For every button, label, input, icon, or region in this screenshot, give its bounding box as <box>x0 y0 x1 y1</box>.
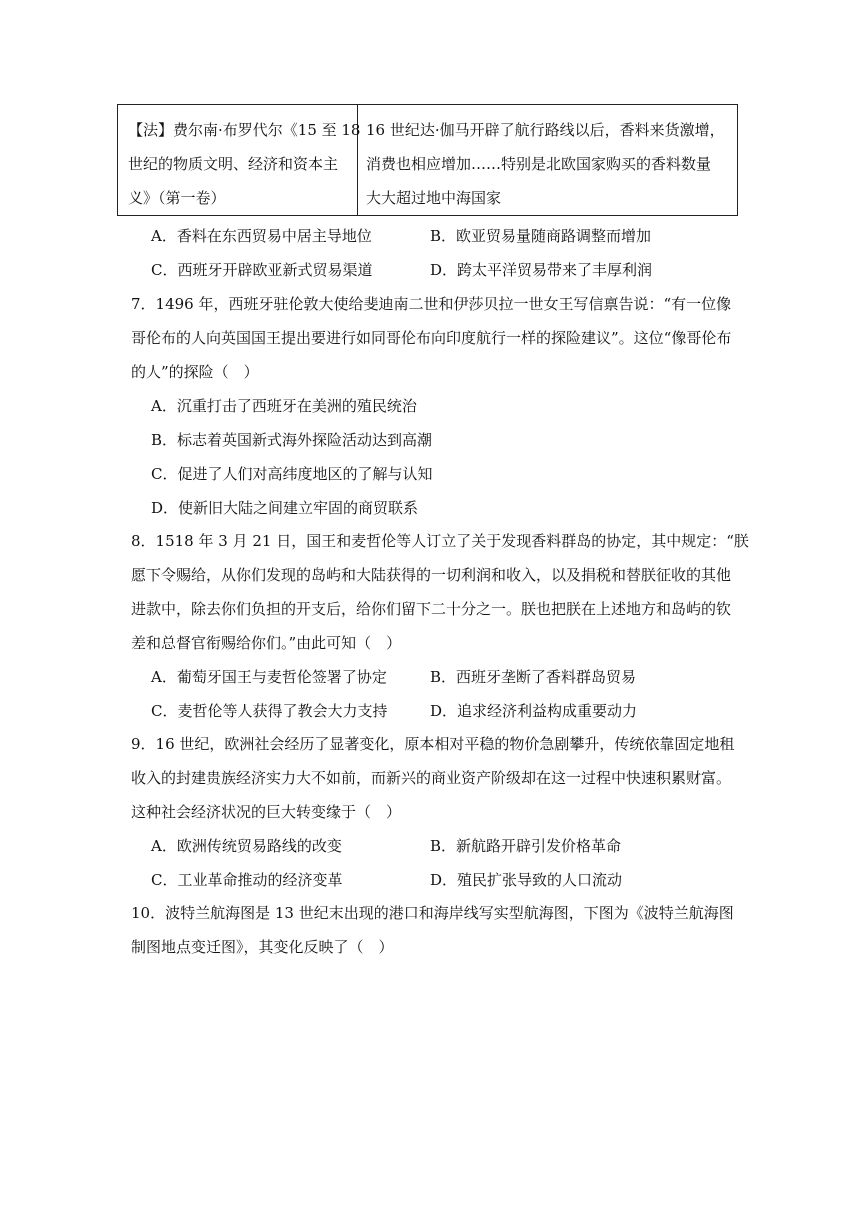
q9-stem <box>131 727 741 829</box>
q8-stem-line: 8．1518 年 3 月 21 日，国王和麦哲伦等人订立了关于发现香料群岛的协定，其中规定：“朕 <box>131 532 749 550</box>
q9-stem-line: 这种社会经济状况的巨大转变缘于（ ） <box>131 803 402 821</box>
q9-option-d: D．殖民扩张导致的人口流动 <box>430 871 623 889</box>
q8-option-b: B．西班牙垄断了香料群岛贸易 <box>430 668 637 686</box>
q10-stem <box>131 896 741 964</box>
q8-option-d: D．追求经济利益构成重要动力 <box>430 702 638 720</box>
q6-option-d: D．跨太平洋贸易带来了丰厚利润 <box>430 261 653 279</box>
source-citation-line: 【法】费尔南·布罗代尔《15 至 18 <box>128 121 361 139</box>
q9-option-a: A．欧洲传统贸易路线的改变 <box>151 837 342 855</box>
source-table <box>117 104 738 216</box>
q9-stem-line: 9．16 世纪，欧洲社会经历了显著变化，原本相对平稳的物价急剧攀升，传统依靠固定地租 <box>131 735 735 753</box>
source-quote-line: 消费也相应增加……特别是北欧国家购买的香料数量 <box>366 155 712 173</box>
source-citation-line: 世纪的物质文明、经济和资本主 <box>128 155 339 173</box>
source-quote-line: 大大超过地中海国家 <box>366 189 502 207</box>
q8-stem <box>131 524 749 660</box>
q6-option-a: A．香料在东西贸易中居主导地位 <box>151 227 372 245</box>
q6-option-c: C．西班牙开辟欧亚新式贸易渠道 <box>151 261 373 279</box>
q7-stem <box>131 287 741 389</box>
source-citation-line: 义》（第一卷） <box>128 189 226 207</box>
q8-option-a: A．葡萄牙国王与麦哲伦签署了协定 <box>151 668 387 686</box>
q8-stem-line: 进款中，除去你们负担的开支后，给你们留下二十分之一。朕也把朕在上述地方和岛屿的钦 <box>131 600 732 618</box>
q10-stem-line: 制图地点变迁图》，其变化反映了（ ） <box>131 938 394 956</box>
q8-option-c: C．麦哲伦等人获得了教会大力支持 <box>151 702 388 720</box>
q7-option-a: A．沉重打击了西班牙在美洲的殖民统治 <box>151 397 417 415</box>
q9-option-c: C．工业革命推动的经济变革 <box>151 871 343 889</box>
q9-option-b: B．新航路开辟引发价格革命 <box>430 837 622 855</box>
q8-stem-line: 差和总督官衔赐给你们。”由此可知（ ） <box>131 634 402 652</box>
q7-stem-line: 哥伦布的人向英国国王提出要进行如同哥伦布向印度航行一样的探险建议”。这位“像哥伦布 <box>131 329 732 347</box>
q7-option-b: B．标志着英国新式海外探险活动达到高潮 <box>151 431 433 449</box>
q9-stem-line: 收入的封建贵族经济实力大不如前，而新兴的商业资产阶级却在这一过程中快速积累财富。 <box>131 769 732 787</box>
q7-stem-line: 7．1496 年，西班牙驻伦敦大使给斐迪南二世和伊莎贝拉一世女王写信禀告说：“有一位像 <box>131 295 732 313</box>
source-citation-cell <box>118 105 361 216</box>
source-quote-cell <box>358 105 738 216</box>
q10-stem-line: 10．波特兰航海图是 13 世纪末出现的港口和海岸线写实型航海图，下图为《波特兰航海图 <box>131 904 734 922</box>
q7-option-c: C．促进了人们对高纬度地区的了解与认知 <box>151 465 433 483</box>
q7-option-d: D．使新旧大陆之间建立牢固的商贸联系 <box>151 499 419 517</box>
q7-stem-line: 的人”的探险（ ） <box>131 363 259 381</box>
q6-option-b: B．欧亚贸易量随商路调整而增加 <box>430 227 652 245</box>
source-quote-line: 16 世纪达·伽马开辟了航行路线以后，香料来货激增， <box>366 121 725 139</box>
source-table-row <box>118 105 738 216</box>
q8-stem-line: 愿下令赐给，从你们发现的岛屿和大陆获得的一切利润和收入，以及捐税和替朕征收的其他 <box>131 566 732 584</box>
